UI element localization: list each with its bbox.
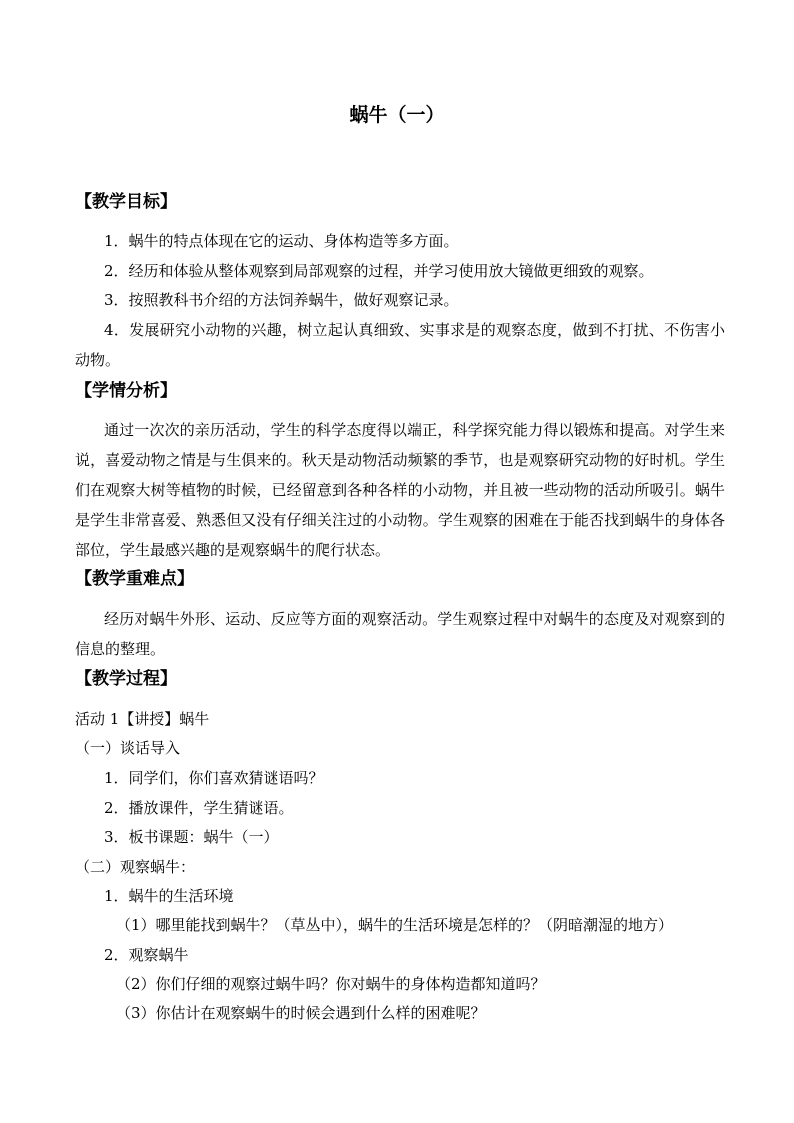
part2-question-1: （1）哪里能找到蜗牛？（草丛中），蜗牛的生活环境是怎样的？（阴暗潮湿的地方） [116,916,674,934]
part2-item-2: 2．观察蜗牛 [104,946,189,964]
part2-title: （二）观察蜗牛： [75,858,196,876]
key-points-paragraph: 经历对蜗牛外形、运动、反应等方面的观察活动。学生观察过程中对蜗牛的态度及对观察到的信息的整理。 [75,610,725,658]
analysis-paragraph: 通过一次次的亲历活动，学生的科学态度得以端正，科学探究能力得以锻炼和提高。对学生来说，喜爱动物之情是与生俱来的。秋天是动物活动频繁的季节，也是观察研究动物的好时机。学生们在观察大树等植物的时候，已经留意到各种各样的小动物，并且被一些动物的活动所吸引。蜗牛是学生非常喜爱、熟悉但又没有仔细关注过的小动物。学生观察的困难在于能否找到蜗牛的身体各部位，学生最感兴趣的是观察蜗牛的爬行状态。 [75,421,725,559]
part2-item-1: 1．蜗牛的生活环境 [104,887,234,905]
heading-key-points: 【教学重难点】 [75,569,194,589]
goal-item-2: 2．经历和体验从整体观察到局部观察的过程，并学习使用放大镜做更细致的观察。 [104,262,654,280]
goal-item-4: 4．发展研究小动物的兴趣，树立起认真细致、实事求是的观察态度，做到不打扰、不伤害小动物。 [75,321,725,369]
part1-item-2: 2．播放课件，学生猜谜语。 [104,799,294,817]
part1-item-3: 3．板书课题：蜗牛（一） [104,828,279,846]
goal-item-1: 1．蜗牛的特点体现在它的运动、身体构造等多方面。 [104,232,459,250]
page-title: 蜗牛（一） [349,104,445,126]
heading-teaching-goals: 【教学目标】 [75,192,177,212]
part2-question-2: （2）你们仔细的观察过蜗牛吗？你对蜗牛的身体构造都知道吗？ [116,975,546,993]
part1-item-1: 1．同学们，你们喜欢猜谜语吗？ [104,769,324,787]
activity-label: 活动 1【讲授】蜗牛 [75,710,210,728]
part1-title: （一）谈话导入 [75,739,181,757]
part2-question-3: （3）你估计在观察蜗牛的时候会遇到什么样的困难呢？ [116,1004,486,1022]
goal-item-3: 3．按照教科书介绍的方法饲养蜗牛，做好观察记录。 [104,291,459,309]
heading-learning-analysis: 【学情分析】 [75,381,177,401]
heading-teaching-process: 【教学过程】 [75,669,177,689]
